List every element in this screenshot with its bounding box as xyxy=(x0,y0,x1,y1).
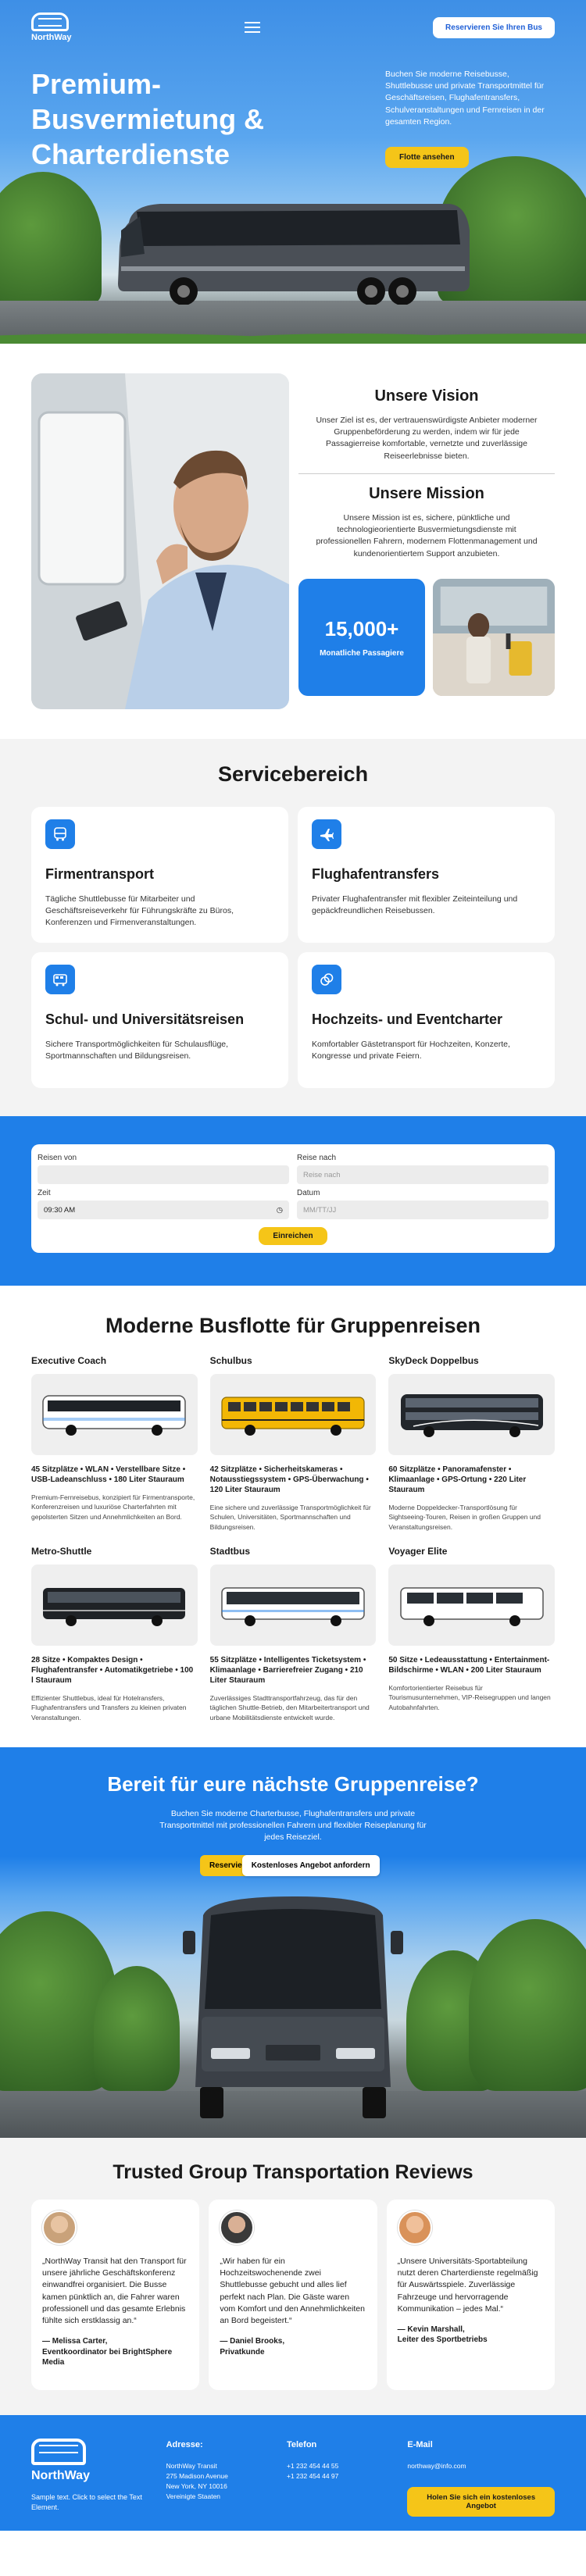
fleet-item[interactable] xyxy=(31,1546,198,1722)
time-value: 09:30 AM xyxy=(44,1205,76,1215)
avatar xyxy=(42,2210,77,2245)
service-card-wedding[interactable] xyxy=(298,952,555,1088)
hero-description: Buchen Sie moderne Reisebusse, Shuttlebusse und private Transportmittel für Geschäftsreisen, Flughafentransfers, Schulveranstaltungen und Fernreisen in der gesamten Region. xyxy=(385,70,545,127)
address-text: NorthWay Transit 275 Madison Avenue New York, NY 10016 Vereinigte Staaten xyxy=(166,2461,228,2501)
service-card-airport[interactable] xyxy=(298,807,555,943)
fleet-item[interactable] xyxy=(388,1546,555,1722)
footer-brand-name: NorthWay xyxy=(31,2468,90,2482)
stat-label: Monatliche Passagiere xyxy=(320,648,404,658)
free-quote-button[interactable]: Kostenloses Angebot anfordern xyxy=(242,1855,380,1876)
review-card xyxy=(387,2200,555,2390)
submit-button[interactable]: Einreichen xyxy=(259,1227,327,1245)
bus-specs: 50 Sitze • Ledeausstattung • Entertainment-Bildschirme • WLAN • 200 Liter Stauraum xyxy=(388,1655,550,1675)
reviews-title: Trusted Group Transportation Reviews xyxy=(113,2160,473,2183)
businessman-photo xyxy=(31,373,289,709)
mission-title: Unsere Mission xyxy=(369,484,484,502)
coach-bus-image xyxy=(31,1374,198,1455)
clock-icon: ◷ xyxy=(276,1205,283,1215)
fleet-item[interactable] xyxy=(31,1355,198,1532)
vision-text: Unser Ziel ist es, der vertrauenswürdigste Anbieter moderner Gruppenbeförderung zu werden, indem wir für jede Passagierreise komfortable, vernetzte und zuverlässige Reiseerlebnisse bieten. xyxy=(316,416,538,461)
bus-name: Stadtbus xyxy=(209,1545,250,1557)
view-fleet-button[interactable]: Flotte ansehen xyxy=(385,147,469,168)
to-input[interactable]: Reise nach xyxy=(297,1165,548,1184)
city-bus-image xyxy=(210,1565,377,1646)
hamburger-menu-icon[interactable] xyxy=(245,22,260,33)
bus-desc: Effizienter Shuttlebus, ideal für Hotelransfers, Flughafentransfers und Transfers zu kleinen privaten Veranstaltungen. xyxy=(31,1693,187,1721)
bus-logo-icon xyxy=(31,2439,86,2465)
service-card-school[interactable] xyxy=(31,952,288,1088)
service-title: Flughafentransfers xyxy=(312,866,440,882)
bus-name: SkyDeck Doppelbus xyxy=(388,1355,479,1366)
vision-section xyxy=(0,344,586,739)
phone-2[interactable]: +1 232 454 44 97 xyxy=(286,2472,339,2481)
bus-name: Metro-Shuttle xyxy=(31,1545,92,1557)
mission-text: Unsere Mission ist es, sichere, pünktliche und technologieorientierte Busvermietungsdienste mit professionellen Fahrern, modernem Flottenmanagement und kundenorientiertem Support anzubieten. xyxy=(316,512,538,558)
fleet-item[interactable] xyxy=(388,1355,555,1532)
service-text: Sichere Transportmöglichkeiten für Schulausflüge, Sportmannschaften und Bildungsreisen. xyxy=(45,1040,229,1061)
hedge xyxy=(0,320,586,344)
tree xyxy=(469,1919,586,2091)
reviews-section xyxy=(0,2138,586,2415)
review-card xyxy=(209,2200,377,2390)
date-input[interactable]: MM/TT/JJ xyxy=(297,1201,548,1219)
fleet-section xyxy=(0,1286,586,1747)
tree xyxy=(94,1966,180,2091)
service-title: Firmentransport xyxy=(45,866,155,882)
stat-number: 15,000+ xyxy=(324,616,399,640)
school-bus-image xyxy=(210,1374,377,1455)
bus-desc: Eine sichere und zuverlässige Transportmöglichkeit für Schulen, Universitäten, Sportmannschaften und Bildungsreisen. xyxy=(209,1504,371,1531)
email-title: E-Mail xyxy=(407,2439,433,2449)
booking-section xyxy=(0,1116,586,1286)
cta-section xyxy=(0,1747,586,2138)
bus-specs: 60 Sitzplätze • Panoramafenster • Klimaanlage • GPS-Ortung • 220 Liter Stauraum xyxy=(388,1465,527,1494)
hero-bus-image xyxy=(113,199,473,305)
review-quote: „Wir haben für ein Hochzeitswochenende zwei Shuttlebusse gebucht und alles lief perfekt nach Plan. Die Gäste waren vom Komfort und den Annehmlichkeiten an Bord begeistert.“ xyxy=(220,2256,365,2325)
review-card xyxy=(31,2200,199,2390)
from-input[interactable] xyxy=(38,1165,289,1184)
service-text: Tägliche Shuttlebusse für Mitarbeiter und Geschäftsreiseverkehr für Führungskräfte zu Büros, Konferenzen und Firmenveranstaltungen. xyxy=(45,894,234,928)
bus-specs: 28 Sitze • Kompaktes Design • Flughafentransfer • Automatikgetriebe • 100 l Stauraum xyxy=(31,1655,194,1685)
time-label: Zeit xyxy=(38,1189,51,1197)
bus-specs: 42 Sitzplätze • Sicherheitskameras • Notausstiegssystem • GPS-Überwachung • 120 Liter Stauraum xyxy=(209,1465,369,1494)
bus-specs: 55 Sitzplätze • Intelligentes Ticketsystem • Klimaanlage • Barrierefreier Zugang • 210 Liter Stauraum xyxy=(209,1655,366,1685)
vision-title: Unsere Vision xyxy=(374,387,479,405)
cta-title: Bereit für eure nächste Gruppenreise? xyxy=(107,1771,479,1796)
fleet-title: Moderne Busflotte für Gruppenreisen xyxy=(105,1314,481,1337)
avatar xyxy=(398,2210,432,2245)
reserve-bus-button[interactable]: Reservieren Sie Ihren Bus xyxy=(433,17,555,38)
from-label: Reisen von xyxy=(38,1154,77,1162)
avatar xyxy=(220,2210,254,2245)
bus-specs: 45 Sitzplätze • WLAN • Verstellbare Sitze • USB-Ladeanschluss • 180 Liter Stauraum xyxy=(31,1465,186,1484)
review-author: — Kevin Marshall, Leiter des Sportbetriebs xyxy=(397,2324,488,2345)
review-author: — Melissa Carter, Eventkoordinator bei BrightSphere Media xyxy=(42,2337,173,2367)
fleet-item[interactable] xyxy=(210,1355,377,1532)
to-label: Reise nach xyxy=(297,1154,337,1162)
services-title: Servicebereich xyxy=(217,762,369,786)
email-link[interactable]: northway@info.com xyxy=(407,2461,466,2470)
phone-title: Telefon xyxy=(286,2439,317,2449)
trees-left xyxy=(0,172,102,305)
service-text: Privater Flughafentransfer mit flexibler Zeiteinteilung und gepäckfreundlichen Reisebussen. xyxy=(312,894,518,916)
bus-name: Voyager Elite xyxy=(388,1545,448,1557)
footer-quote-button[interactable]: Holen Sie sich ein kostenloses Angebot xyxy=(407,2487,555,2517)
date-label: Datum xyxy=(297,1189,320,1197)
service-title: Hochzeits- und Eventcharter xyxy=(312,1011,503,1027)
review-quote: „NorthWay Transit hat den Transport für unsere jährliche Geschäftskonferenz einwandfrei organisiert. Die Busse kamen pünktlich an, die Fahrer waren professionell und das gesamte Erlebnis fühlte sich erstklassig an.“ xyxy=(42,2256,187,2325)
voyager-bus-image xyxy=(388,1565,555,1646)
divider xyxy=(298,473,555,474)
cta-text: Buchen Sie moderne Charterbusse, Flughafentransfers und private Transportmittel mit professionellen Fahrern und flexibler Reiseplanung für jedes Reiseziel. xyxy=(159,1808,427,1843)
hero-title: Premium-Busvermietung & Charterdienste xyxy=(31,68,265,170)
bus-logo-icon xyxy=(31,12,69,31)
double-decker-bus-image xyxy=(388,1374,555,1455)
bus-icon xyxy=(45,819,75,849)
footer xyxy=(0,2415,586,2531)
hero-section xyxy=(0,0,586,344)
phone-1[interactable]: +1 232 454 44 55 xyxy=(286,2461,339,2470)
footer-logo[interactable] xyxy=(31,2439,166,2486)
review-author: — Daniel Brooks, Privatkunde xyxy=(220,2337,285,2357)
booking-form xyxy=(31,1144,555,1253)
airport-photo xyxy=(433,579,555,696)
bus-desc: Moderne Doppeldecker-Transportlösung für Sightseeing-Touren, Reisen in großen Gruppen und Veranstaltungsreisen. xyxy=(388,1504,541,1531)
brand-name: NorthWay xyxy=(31,33,72,42)
reserve-button[interactable]: Reservie xyxy=(200,1855,256,1876)
review-quote: „Unsere Universitäts-Sportabteilung nutzt deren Charterdienste regelmäßig für Auswärtsspiele. Zuverlässige Fahrzeuge und hervorragende Kommunikation – jedes Mal.“ xyxy=(397,2256,538,2314)
rings-icon xyxy=(312,965,341,994)
brand-logo[interactable] xyxy=(31,12,72,42)
bus-name: Schulbus xyxy=(209,1355,252,1366)
cta-bus-image xyxy=(180,1892,406,2126)
shuttle-bus-image xyxy=(31,1565,198,1646)
address-title: Adresse: xyxy=(166,2439,203,2449)
bus-desc: Premium-Fernreisebus, konzipiert für Firmentransporte, Konferenzreisen und luxuriöse Charterfahrten mit gepolsterten Sitzen und Annehmlichkeiten an Bord. xyxy=(31,1493,195,1521)
service-card-corporate[interactable] xyxy=(31,807,288,943)
top-nav xyxy=(0,0,586,55)
bus-desc: Komfortorientierter Reisebus für Tourismusunternehmen, VIP-Reisegruppen und langen Autobahnfahrten. xyxy=(388,1683,551,1711)
school-bus-icon xyxy=(45,965,75,994)
bus-desc: Zuverlässiges Stadttransportfahrzeug, das für den täglichen Shuttle-Betrieb, den Mitarbeitertransport und urbane Mobilitätsdienste entwickelt wurde. xyxy=(209,1693,370,1721)
time-input[interactable] xyxy=(38,1201,289,1219)
footer-sample-text: Sample text. Click to select the Text Element. xyxy=(31,2492,142,2511)
service-text: Komfortabler Gästetransport für Hochzeiten, Konzerte, Kongresse und private Feiern. xyxy=(312,1040,510,1061)
service-title: Schul- und Universitätsreisen xyxy=(45,1011,245,1027)
airplane-icon xyxy=(312,819,341,849)
fleet-item[interactable] xyxy=(210,1546,377,1722)
bus-name: Executive Coach xyxy=(31,1355,107,1366)
services-section xyxy=(0,739,586,1116)
passenger-stat xyxy=(298,579,425,696)
